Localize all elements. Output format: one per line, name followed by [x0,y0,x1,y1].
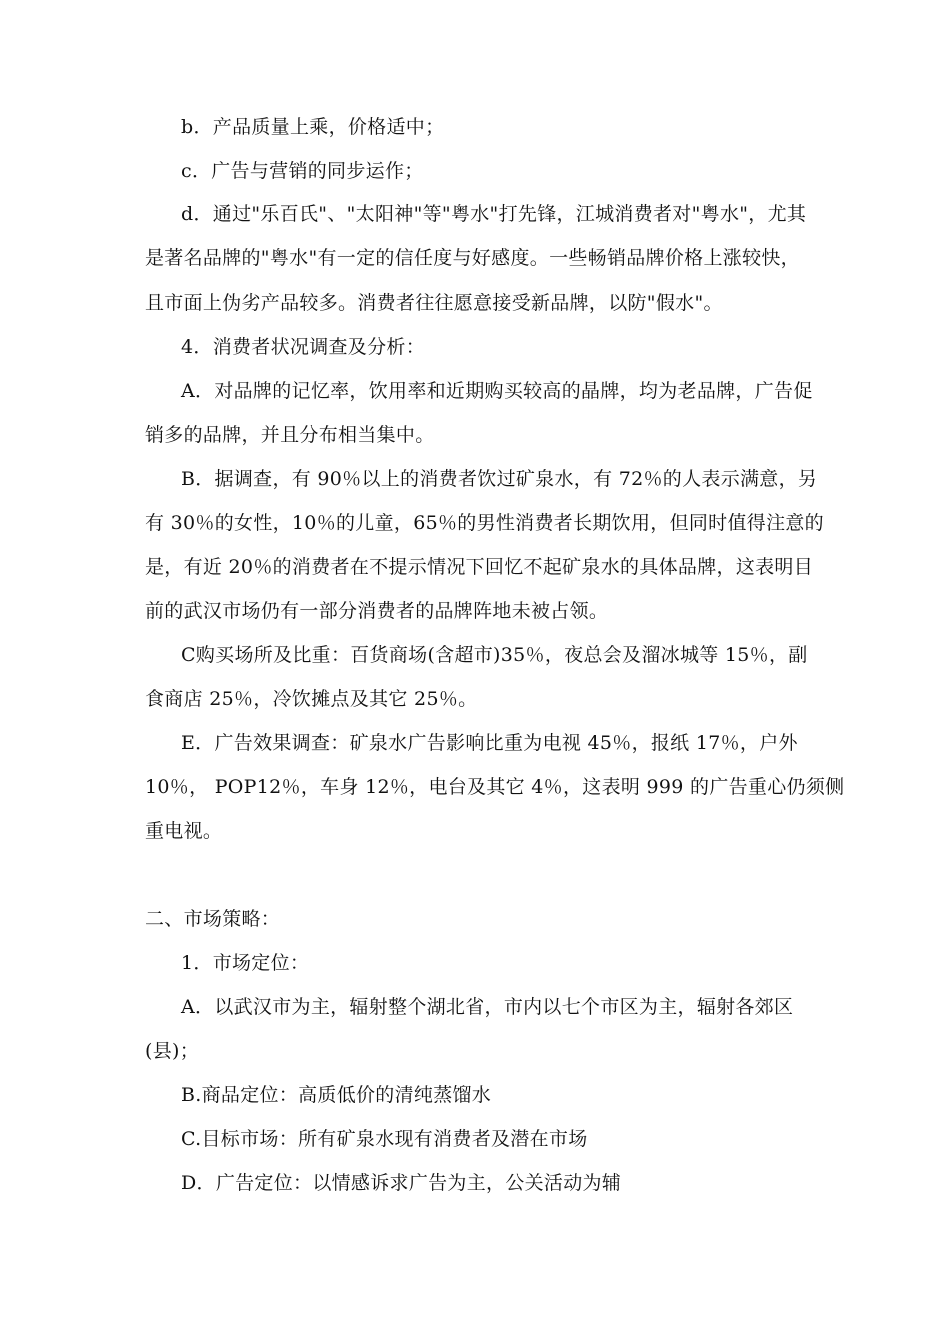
text-line: 食商店 25％，冷饮摊点及其它 25％。 [145,688,478,710]
text-line: B.商品定位：高质低价的清纯蒸馏水 [181,1084,492,1106]
section-heading: 二、市场策略： [145,908,281,930]
text-line: B．据调查，有 90％以上的消费者饮过矿泉水，有 72％的人表示满意，另 [181,468,818,490]
text-line: 是著名品牌的"粤水"有一定的信任度与好感度。一些畅销品牌价格上涨较快， [145,247,800,269]
text-line: 10％， POP12％，车身 12％，电台及其它 4％，这表明 999 的广告重心仍须侧 [145,776,845,798]
subsection-heading: 1．市场定位： [181,952,310,974]
text-line: (县)； [145,1040,200,1062]
text-line: 销多的品牌，并且分布相当集中。 [145,424,435,446]
section-heading: 4．消费者状况调查及分析： [181,336,425,358]
text-line: b．产品质量上乘，价格适中； [181,116,445,138]
text-line: A．以武汉市为主，辐射整个湖北省，市内以七个市区为主，辐射各郊区 [181,996,794,1018]
text-line: D．广告定位：以情感诉求广告为主，公关活动为辅 [181,1172,622,1194]
text-line: A．对品牌的记忆率，饮用率和近期购买较高的晶牌，均为老品牌，广告促 [181,380,813,402]
text-line: 有 30％的女性，10％的儿童，65％的男性消费者长期饮用，但同时值得注意的 [145,512,824,534]
text-line: 前的武汉市场仍有一部分消费者的品牌阵地未被占领。 [145,600,609,622]
text-line: 是，有近 20％的消费者在不提示情况下回忆不起矿泉水的具体品牌，这表明目 [145,556,814,578]
text-line: 且市面上伪劣产品较多。消费者往往愿意接受新品牌，以防"假水"。 [145,292,723,314]
text-line: 重电视。 [145,820,223,842]
text-line: c．广告与营销的同步运作； [181,160,424,182]
text-line: C购买场所及比重：百货商场(含超市)35％，夜总会及溜冰城等 15％，副 [181,644,808,666]
text-line: E．广告效果调查：矿泉水广告影响比重为电视 45％，报纸 17％，户外 [181,732,798,754]
text-line: C.目标市场：所有矿泉水现有消费者及潜在市场 [181,1128,588,1150]
text-line: d．通过"乐百氏"、"太阳神"等"粤水"打先锋，江城消费者对"粤水"，尤其 [181,203,807,225]
